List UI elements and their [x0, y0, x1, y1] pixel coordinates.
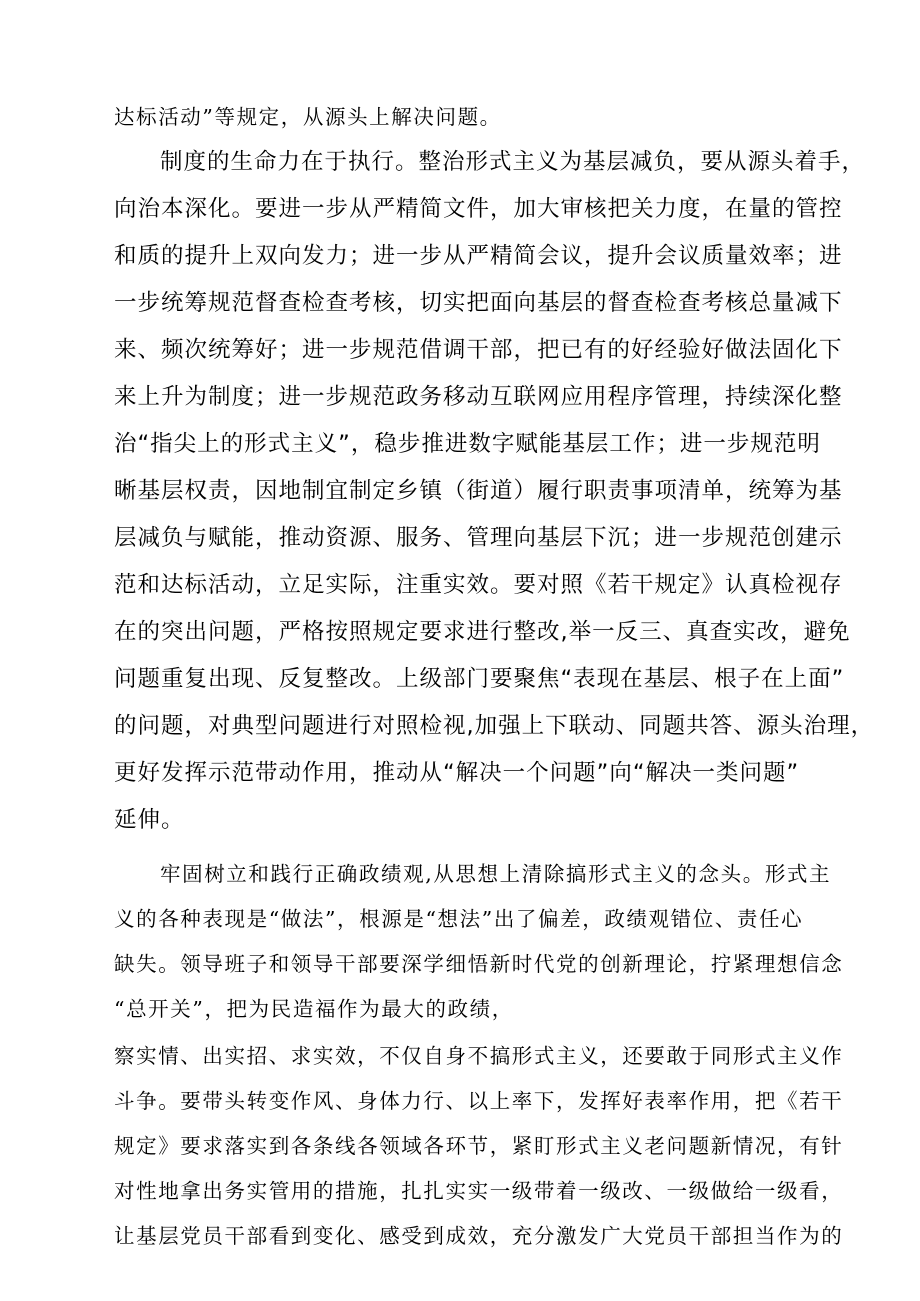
- paragraph-2-line: “总开关”，把为民造福作为最大的政绩，: [114, 997, 514, 1021]
- paragraph-1-line: 治“指尖上的形式主义”，稳步推进数字赋能基层工作；进一步规范明: [114, 431, 821, 457]
- paragraph-1-line: 延伸。: [114, 807, 185, 833]
- paragraph-2-line: 规定》要求落实到各条线各领域各环节，紧盯形式主义老问题新情况，有针: [114, 1134, 844, 1158]
- paragraph-1-line: 晰基层权责，因地制宜制定乡镇（街道）履行职责事项清单，统筹为基: [114, 478, 843, 504]
- paragraph-2-line: 义的各种表现是“做法”，根源是“想法”出了偏差，政绩观错位、责任心: [114, 907, 804, 931]
- paragraph-2-line: 让基层党员干部看到变化、感受到成效，充分激发广大党员干部担当作为的: [114, 1224, 844, 1248]
- paragraph-1-line: 向治本深化。要进一步从严精简文件，加大审核把关力度，在量的管控: [114, 196, 843, 222]
- paragraph-2-line: 缺失。领导班子和领导干部要深学细悟新时代党的创新理论，拧紧理想信念: [114, 952, 844, 976]
- paragraph-2-line: 斗争。要带头转变作风、身体力行、以上率下，发挥好表率作用，把《若干: [114, 1089, 844, 1113]
- opening-line: 达标活动”等规定，从源头上解决问题。: [114, 105, 502, 129]
- paragraph-1-line: 在的突出问题，严格按照规定要求进行整改,举一反三、真查实改，避免: [114, 619, 851, 645]
- paragraph-1-line: 和质的提升上双向发力；进一步从严精简会议，提升会议质量效率；进: [114, 243, 843, 269]
- paragraph-2-line: 对性地拿出务实管用的措施，扎扎实实一级带着一级改、一级做给一级看，: [114, 1179, 844, 1203]
- paragraph-1-line: 制度的生命力在于执行。整治形式主义为基层减负，要从源头着手，: [160, 149, 866, 175]
- paragraph-1-line: 更好发挥示范带动作用，推动从“解决一个问题”向“解决一类问题”: [114, 760, 800, 786]
- paragraph-2-line: 察实情、出实招、求实效，不仅自身不搞形式主义，还要敢于同形式主义作: [114, 1044, 844, 1068]
- paragraph-1-line: 范和达标活动，立足实际，注重实效。要对照《若干规定》认真检视存: [114, 572, 843, 598]
- paragraph-1-line: 的问题，对典型问题进行对照检视,加强上下联动、同题共答、源头治理，: [114, 713, 875, 739]
- paragraph-1-line: 来、频次统筹好；进一步规范借调干部，把已有的好经验好做法固化下: [114, 337, 843, 363]
- paragraph-2-line: 牢固树立和践行正确政绩观,从思想上清除搞形式主义的念头。形式主: [160, 862, 832, 886]
- paragraph-1-line: 来上升为制度；进一步规范政务移动互联网应用程序管理，持续深化整: [114, 384, 843, 410]
- paragraph-1-line: 一步统筹规范督查检查考核，切实把面向基层的督查检查考核总量减下: [114, 290, 843, 316]
- paragraph-1-line: 问题重复出现、反复整改。上级部门要聚焦“表现在基层、根子在上面”: [114, 666, 845, 692]
- paragraph-1-line: 层减负与赋能，推动资源、服务、管理向基层下沉；进一步规范创建示: [114, 525, 843, 551]
